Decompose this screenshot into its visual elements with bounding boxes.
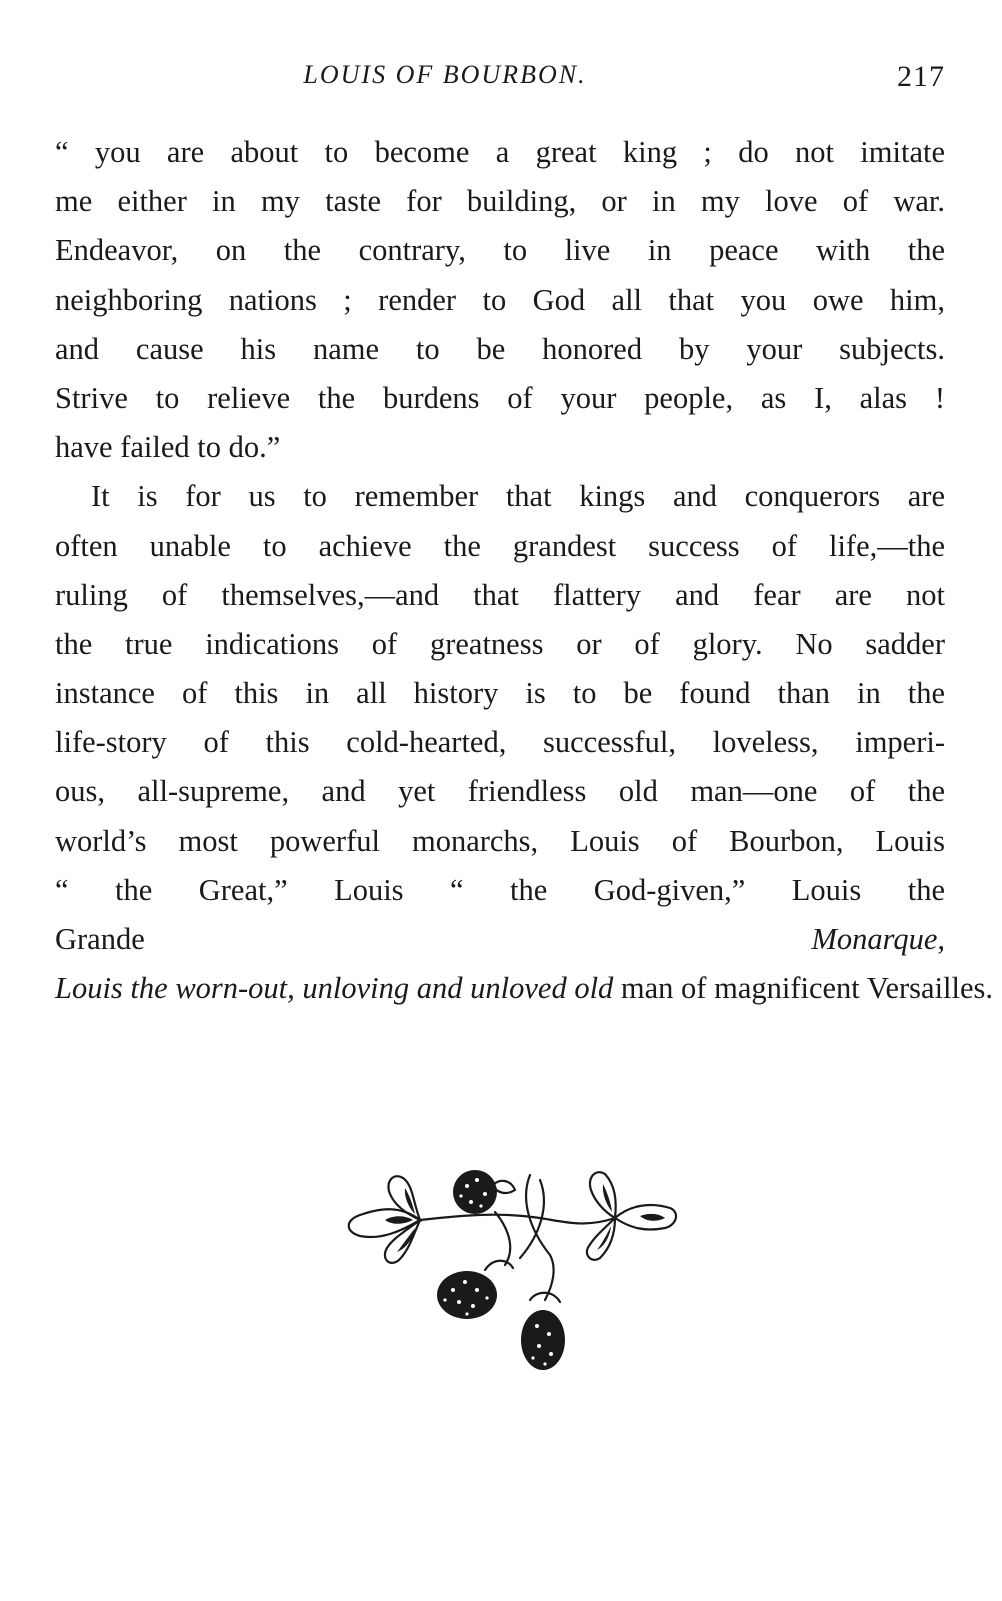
text-line (55, 964, 994, 1013)
text-line: me either in my taste for building, or in my love of war. (55, 184, 945, 219)
running-title: LOUIS OF BOURBON. (303, 60, 587, 89)
text-line: neighboring nations ; render to God all that you owe him, (55, 282, 945, 317)
text-line: It is for us to remember that kings and conquerors are (91, 479, 945, 514)
text-run: Grande (55, 922, 145, 956)
text-line: have failed to do.” (55, 430, 281, 465)
text-line: Endeavor, on the contrary, to live in peace with the (55, 233, 945, 268)
text-line: “ the Great,” Louis “ the God-given,” Louis the (55, 872, 945, 907)
text-line: life-story of this cold-hearted, successful, loveless, imperi- (55, 725, 945, 760)
text-line: ous, all-supreme, and yet friendless old man—one of the (55, 774, 945, 809)
text-line: the true indications of greatness or of glory. No sadder (55, 626, 945, 661)
body-text (55, 128, 994, 1063)
italic-phrase: Louis the worn-out, unloving and unloved old (55, 971, 614, 1006)
running-head (55, 60, 945, 100)
floral-tailpiece-icon (325, 1150, 685, 1375)
text-line: and cause his name to be honored by your subjects. (55, 331, 945, 366)
text-line: ruling of themselves,—and that flattery and fear are not (55, 577, 945, 612)
paragraph-reflection (55, 472, 994, 1062)
text-line (55, 915, 945, 964)
paragraph-quote (55, 128, 945, 472)
text-line: “ you are about to become a great king ; do not imitate (55, 135, 945, 169)
text-run: man of magnificent Versailles. (620, 971, 994, 1006)
text-line: instance of this in all history is to be found than in the (55, 676, 945, 711)
text-line (55, 1013, 945, 1062)
italic-phrase: Monarque, (811, 922, 945, 956)
text-line: Strive to relieve the burdens of your people, as I, alas ! (55, 380, 945, 415)
page-number: 217 (897, 60, 945, 93)
text-line: world’s most powerful monarchs, Louis of Bourbon, Louis (55, 823, 945, 858)
text-line: often unable to achieve the grandest success of life,—the (55, 528, 945, 563)
